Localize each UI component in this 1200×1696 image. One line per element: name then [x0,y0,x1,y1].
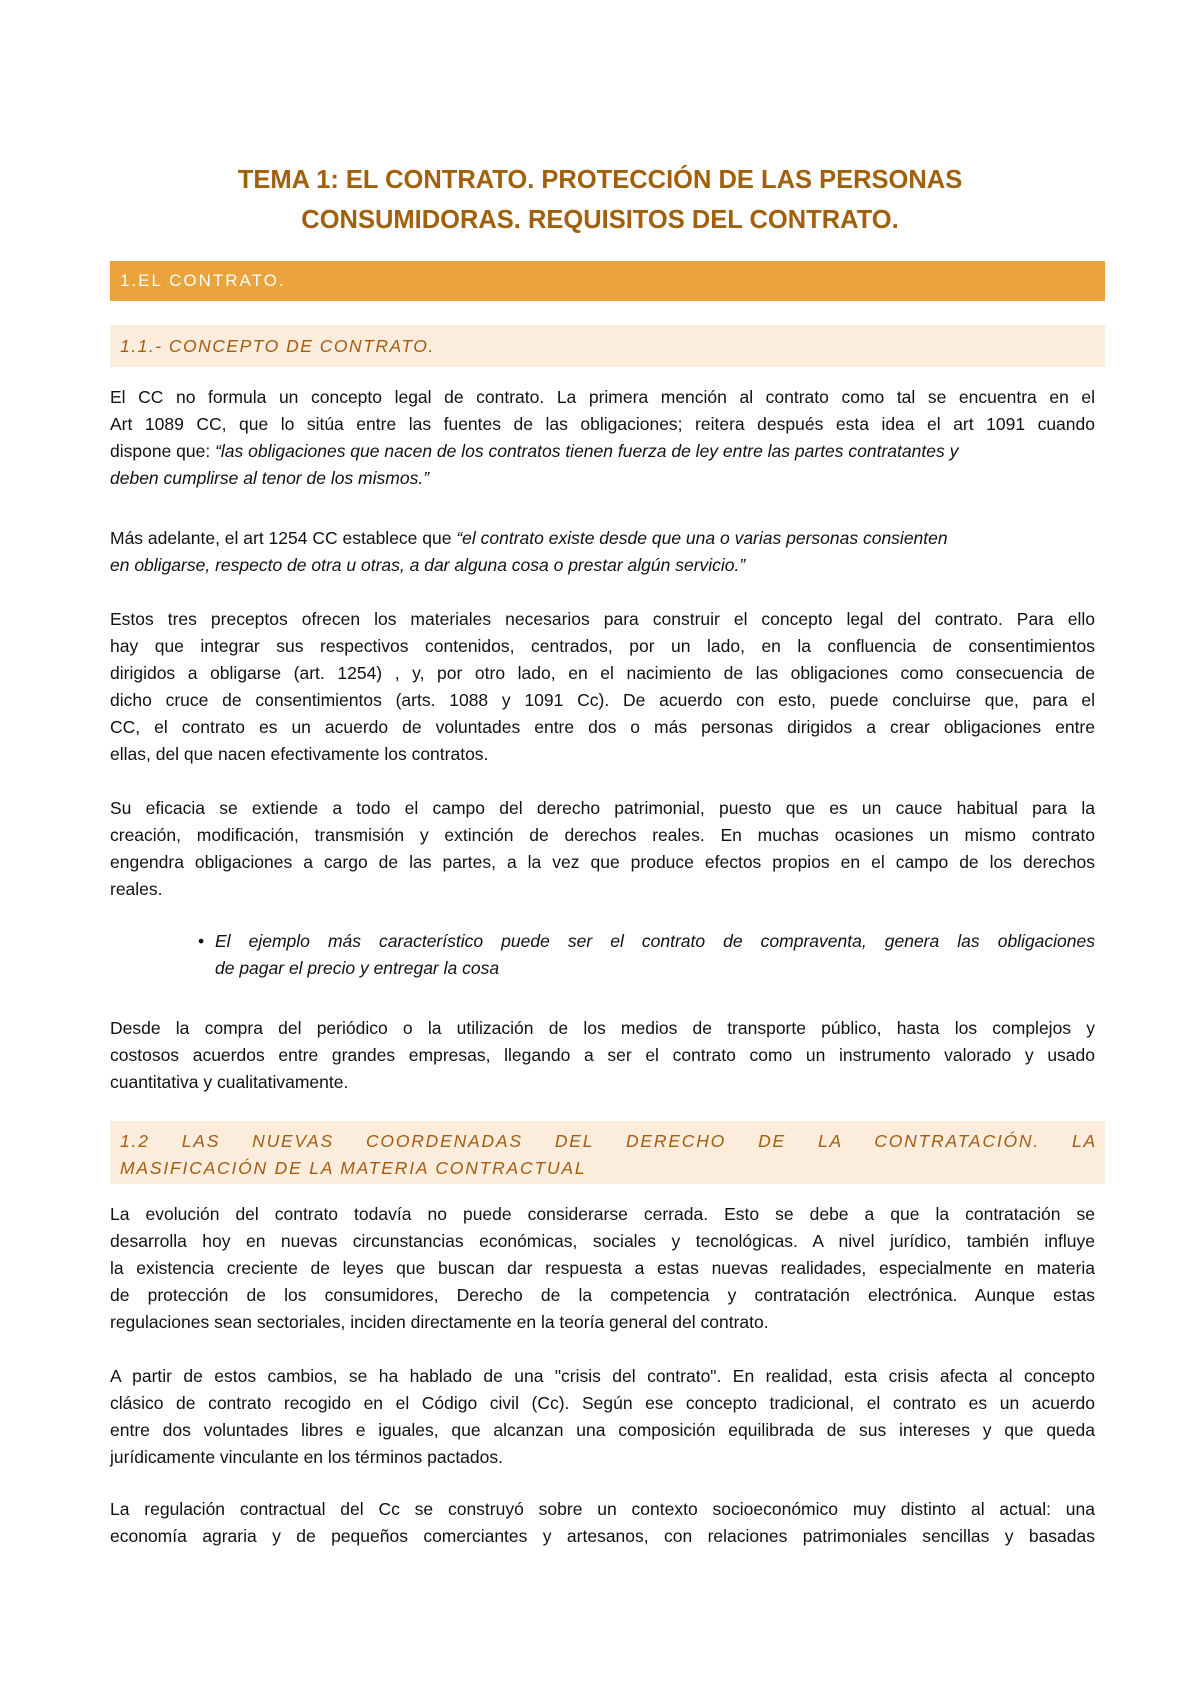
text-line: CC, el contrato es un acuerdo de voluntades entre dos o más personas dirigidos a crear obligaciones entre [110,717,1095,737]
text-line: creación, modificación, transmisión y extinción de derechos reales. En muchas ocasiones un mismo contrato [110,825,1095,845]
text-line: ellas, del que nacen efectivamente los contratos. [110,744,489,764]
text-line: regulaciones sean sectoriales, inciden directamente en la teoría general del contrato. [110,1312,769,1332]
text-line: Art 1089 CC, que lo sitúa entre las fuentes de las obligaciones; reitera después esta idea el art 1091 cuando [110,414,1095,434]
text-line: cuantitativa y cualitativamente. [110,1072,349,1092]
text-line: costosos acuerdos entre grandes empresas, llegando a ser el contrato como un instrumento valorado y usado [110,1045,1095,1065]
text-line: Desde la compra del periódico o la utilización de los medios de transporte público, hasta los complejos y [110,1018,1095,1038]
paragraph-3 [110,606,1095,768]
quote-line: en obligarse, respecto de otra u otras, a dar alguna cosa o prestar algún servicio.” [110,555,746,575]
text-line: jurídicamente vinculante en los términos pactados. [110,1447,503,1467]
heading-line: 1.2 LAS NUEVAS COORDENADAS DEL DERECHO DE LA CONTRATACIÓN. LA [120,1131,1097,1151]
text-line: hay que integrar sus respectivos contenidos, centrados, por un lado, en la confluencia de consentimientos [110,636,1095,656]
text-run: dispone que: [110,441,216,461]
text-line: dirigidos a obligarse (art. 1254) , y, por otro lado, en el nacimiento de las obligaciones como consecuencia de [110,663,1095,683]
quote-line: deben cumplirse al tenor de los mismos.” [110,468,430,488]
text-line: La regulación contractual del Cc se construyó sobre un contexto socioeconómico muy distinto al actual: una [110,1499,1095,1519]
text-line: Su eficacia se extiende a todo el campo del derecho patrimonial, puesto que es un cauce habitual para la [110,798,1095,818]
paragraph-4 [110,795,1095,903]
bullet-line: de pagar el precio y entregar la cosa [215,958,500,978]
text-line: engendra obligaciones a cargo de las partes, a la vez que produce efectos propios en el campo de los derechos [110,852,1095,872]
text-line: reales. [110,879,163,899]
heading-line: MASIFICACIÓN DE LA MATERIA CONTRACTUAL [120,1158,587,1178]
paragraph-7 [110,1363,1095,1471]
text-line: de protección de los consumidores, Derecho de la competencia y contratación electrónica. Aunque estas [110,1285,1095,1305]
text-line: Estos tres preceptos ofrecen los materiales necesarios para construir el concepto legal del contrato. Para ello [110,609,1095,629]
text-line: desarrolla hoy en nuevas circunstancias económicas, sociales y tecnológicas. A nivel jurídico, también influye [110,1231,1095,1251]
text-line: clásico de contrato recogido en el Código civil (Cc). Según ese concepto tradicional, el contrato es un acuerdo [110,1393,1095,1413]
text-line: entre dos voluntades libres e iguales, que alcanzan una composición equilibrada de sus intereses y que queda [110,1420,1095,1440]
title-line: CONSUMIDORAS. REQUISITOS DEL CONTRATO. [301,206,899,234]
document-title [110,160,1090,240]
bullet-line: El ejemplo más característico puede ser el contrato de compraventa, genera las obligaciones [215,931,1095,951]
text-line: La evolución del contrato todavía no puede considerarse cerrada. Esto se debe a que la contratación se [110,1204,1095,1224]
text-line [110,525,1095,552]
text-line: la existencia creciente de leyes que buscan dar respuesta a estas nuevas realidades, especialmente en materia [110,1258,1095,1278]
subsection-heading-1-1: 1.1.- CONCEPTO DE CONTRATO. [110,325,1105,367]
paragraph-6 [110,1201,1095,1336]
text-line: economía agraria y de pequeños comerciantes y artesanos, con relaciones patrimoniales sencillas y basadas [110,1526,1095,1546]
subsection-heading-1-2 [110,1121,1105,1184]
text-line [110,438,1095,465]
paragraph-8 [110,1496,1095,1550]
quote-run: “el contrato existe desde que una o varias personas consienten [456,528,948,548]
paragraph-1 [110,384,1095,492]
text-run: Más adelante, el art 1254 CC establece que [110,528,457,548]
bullet-symbol: • [198,931,205,951]
paragraph-2 [110,525,1095,579]
text-line: A partir de estos cambios, se ha hablado de una "crisis del contrato". En realidad, esta crisis afecta al concepto [110,1366,1095,1386]
text-line: El CC no formula un concepto legal de contrato. La primera mención al contrato como tal se encuentra en el [110,387,1095,407]
title-line: TEMA 1: EL CONTRATO. PROTECCIÓN DE LAS PERSONAS [237,166,963,194]
text-line: dicho cruce de consentimientos (arts. 1088 y 1091 Cc). De acuerdo con esto, puede concluirse que, para el [110,690,1095,710]
bullet-item [198,928,1095,982]
paragraph-5 [110,1015,1095,1096]
quote-run: “las obligaciones que nacen de los contratos tienen fuerza de ley entre las partes contratantes y [215,441,959,461]
section-heading-1: 1.EL CONTRATO. [110,261,1105,301]
